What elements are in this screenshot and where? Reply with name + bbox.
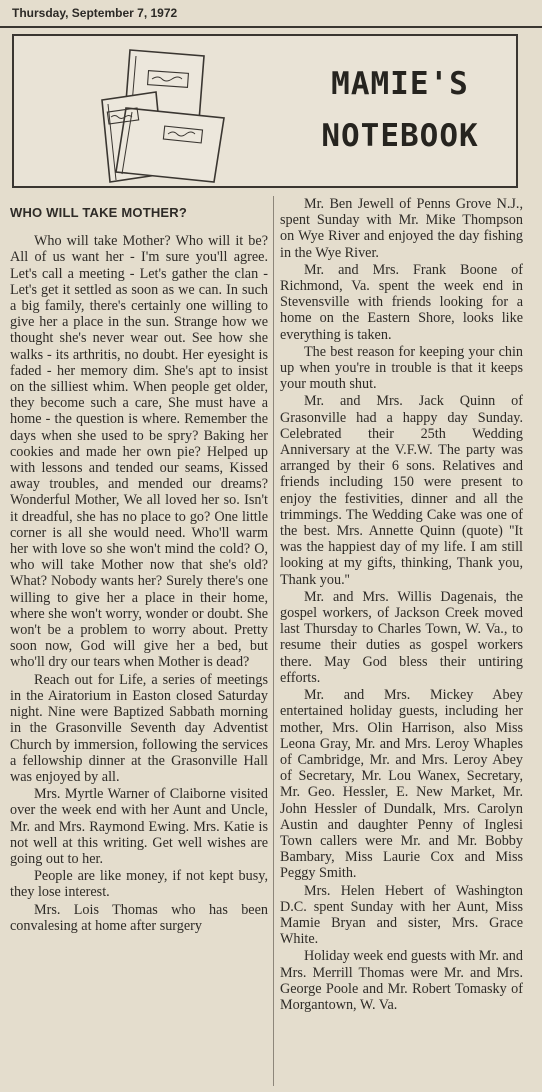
paragraph: Holiday week end guests with Mr. and Mrs. Merrill Thomas were Mr. and Mrs. George Poole and Mr. Robert Tomasky of Morgantown, W. Va. xyxy=(280,948,523,1013)
paragraph: Mr. and Mrs. Willis Dagenais, the gospel workers, of Jackson Creek moved last Thursday to Charles Town, W. Va., to resume their duties as gospel workers there. May God bless their untiring efforts. xyxy=(280,588,523,686)
column-divider xyxy=(273,196,274,1086)
paragraph: Mrs. Lois Thomas who has been convalesing at home after surgery xyxy=(10,901,268,934)
article-headline: WHO WILL TAKE MOTHER? xyxy=(10,205,188,220)
paragraph: The best reason for keeping your chin up when you're in trouble is that it keeps your mouth shut. xyxy=(280,343,523,393)
paragraph: Mr. and Mrs. Jack Quinn of Grasonville had a happy day Sunday. Celebrated their 25th Wedding Anniversary at the V.F.W. The party was arranged by their 6 sons. Relatives and friends including 150 were present to enjoy the festivities, dinner and all the trimmings. The Wedding Cake was one of the best. Mrs. Annette Quinn (quote) ''It was the happiest day of my life. I am still looking at my gifts, thinking, Thank you, Thank you.'' xyxy=(280,393,523,588)
dateline: Thursday, September 7, 1972 xyxy=(12,6,178,20)
column-title-line-2: NOTEBOOK xyxy=(321,118,479,154)
column-title-line-1: MAMIE'S xyxy=(331,66,469,102)
paragraph: Mr. and Mrs. Mickey Abey entertained holiday guests, including her mother, Mrs. Olin Harrison, also Miss Leona Gray, Mr. and Mrs. Leroy Whaples of Cambridge, Mr. and Mrs. Leroy Abey of Secretary, Mr. Lou Wanex, Secretary, Mr. Geo. Hessler, E. New Market, Mr. John Hessler of Dundalk, Mrs. Carolyn Austin and daughter Penny of Inglesi Town callers were Mr. and Mr. Bobby Bambary, Miss Laurie Cox and Miss Peggy Smith. xyxy=(280,687,523,882)
column-masthead xyxy=(12,34,518,188)
paragraph: Reach out for Life, a series of meetings in the Airatorium in Easton closed Saturday night. Nine were Baptized Sabbath morning in the Grasonville Seventh day Adventist Church by immersion, following the services a fellowship dinner at the Grasonville Hall was enjoyed by all. xyxy=(10,671,268,785)
dateline-bar xyxy=(0,0,542,28)
paragraph: Mr. and Mrs. Frank Boone of Richmond, Va. spent the week end in Stevensville with friends looking for a home on the Eastern Shore, looks like everything is taken. xyxy=(280,261,523,343)
column-title xyxy=(290,58,510,162)
right-column xyxy=(280,196,523,1014)
paragraph: Who will take Mother? Who will it be? All of us want her - I'm sure you'll agree. Let's call a meeting - Let's gather the clan - Let's get it settled as soon as we can. In such a big family, there's certainly one willing to give her a place in the sun. Strange how we thought she's never wear out. See how she walks - its arthritis, no doubt. Her eyesight is faded - her memory dim. She's apt to insist on the silliest whim. When people get older, they become such a care, She must have a home - the question is where. Remember the days when she used to be spry? Baking her cookies and made her own pie? Helped up with lessons and tended our seams, Kissed away troubles, and mended our dreams? Wonderful Mother, We all loved her so. Isn't it dreadful, she has no place to go? One little corner is all she would need. Who'll warm her with love so she won't mind the cold? O, who will take Mother now that she's old? What? Nobody wants her? Surely there's one willing to give her a place in their home, where she won't worry, wonder or doubt. She won't be a problem to worry about. Pretty soon now, God will give her a bed, but who'll dry our tears when Mother is dead? xyxy=(10,233,268,671)
paragraph: Mrs. Helen Hebert of Washington D.C. spent Sunday with her Aunt, Miss Mamie Bryan and sister, Mrs. Grace White. xyxy=(280,882,523,948)
paragraph: Mr. Ben Jewell of Penns Grove N.J., spent Sunday with Mr. Mike Thompson on Wye River and enjoyed the day fishing in the Wye River. xyxy=(280,196,523,261)
left-column xyxy=(10,196,268,935)
paragraph: People are like money, if not kept busy, they lose interest. xyxy=(10,868,268,901)
stack-of-notebooks-icon xyxy=(86,42,256,184)
paragraph: Mrs. Myrtle Warner of Claiborne visited over the week end with her Aunt and Uncle, Mr. and Mrs. Raymond Ewing. Mrs. Katie is not well at this writing. Get well wishes are going out to her. xyxy=(10,786,268,867)
